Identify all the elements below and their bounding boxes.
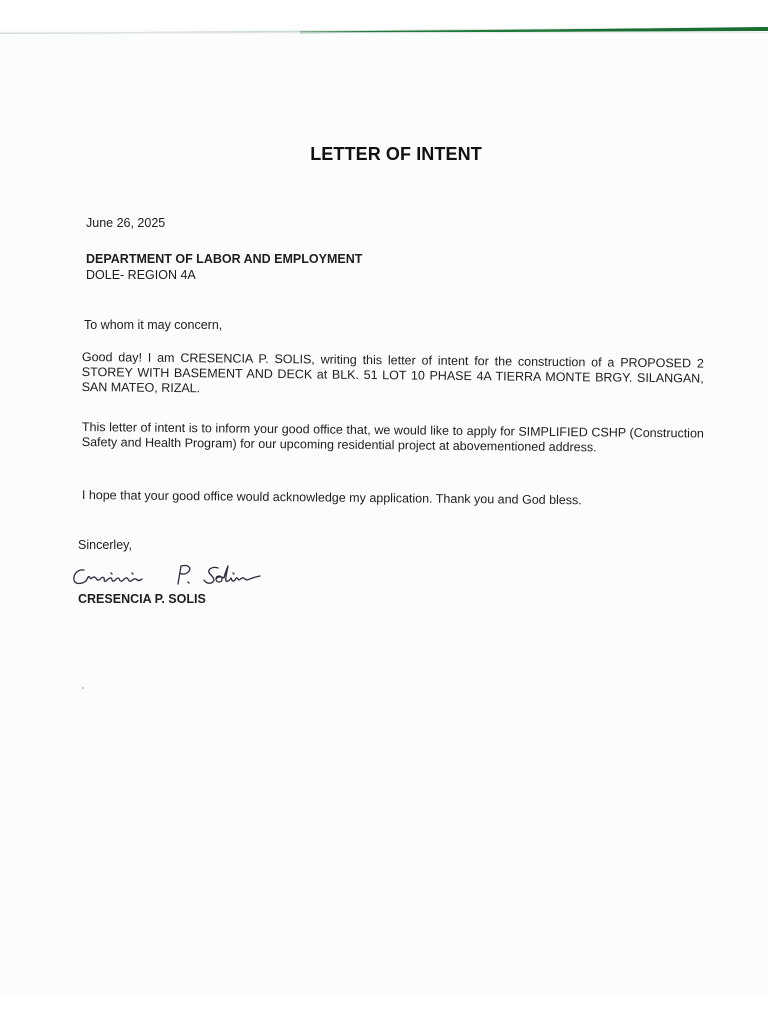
paper-edge-shadow: [0, 32, 768, 34]
letter-date: June 26, 2025: [86, 216, 166, 230]
closing: Sincerley,: [78, 538, 132, 552]
salutation: To whom it may concern,: [84, 318, 223, 332]
letter-title: LETTER OF INTENT: [310, 144, 482, 164]
recipient-name: DEPARTMENT OF LABOR AND EMPLOYMENT: [86, 252, 363, 266]
scan-bottom-margin: [0, 996, 768, 1024]
scan-speck: [82, 687, 84, 689]
recipient-office: DOLE- REGION 4A: [86, 268, 196, 282]
body-paragraph: This letter of intent is to inform your good office that, we would like to apply for SIMPLIFIED CSHP (Construction Safety and Health Program) for our upcoming residential project at abovementioned address.: [81, 420, 704, 455]
handwritten-signature: [70, 560, 280, 594]
signer-name: CRESENCIA P. SOLIS: [78, 592, 206, 606]
body-paragraph: Good day! I am CRESENCIA P. SOLIS, writing this letter of intent for the construction of a PROPOSED 2 STOREY WITH BASEMENT AND DECK at BLK. 51 LOT 10 PHASE 4A TIERRA MONTE BRGY. SILANGAN, SAN MATEO, RIZAL.: [81, 350, 704, 396]
body-paragraph: I hope that your good office would acknowledge my application. Thank you and God bless.: [81, 488, 582, 508]
